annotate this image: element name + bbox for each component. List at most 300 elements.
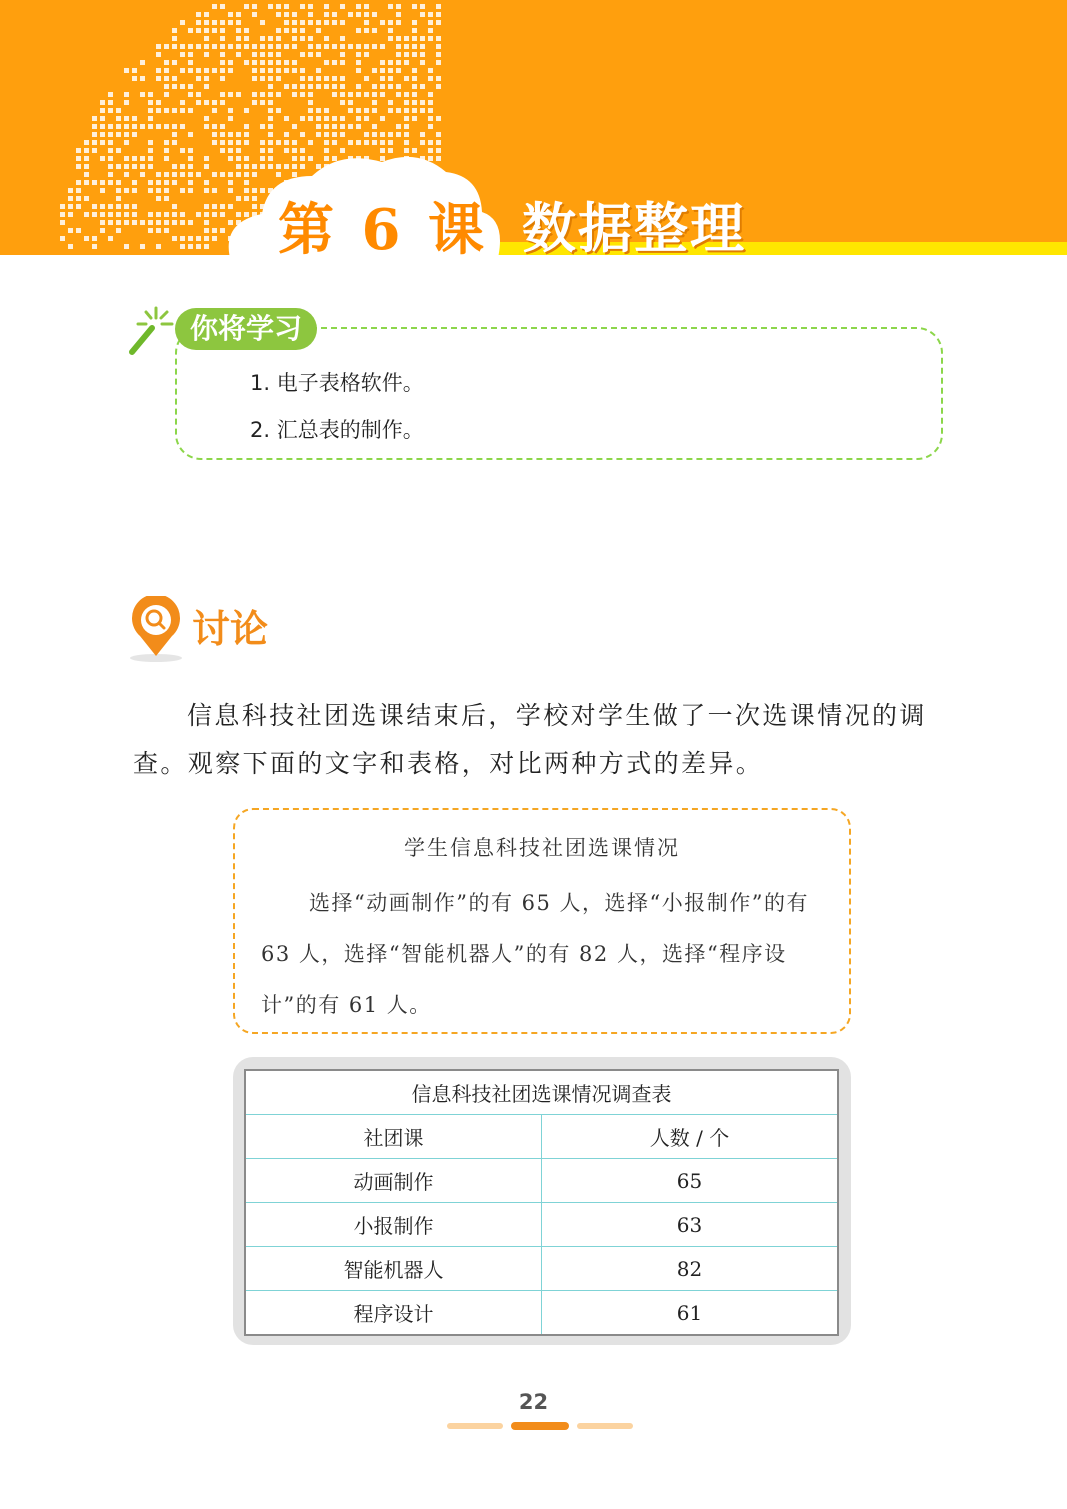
globe-dot — [276, 52, 281, 57]
globe-dot — [244, 132, 249, 137]
globe-dot — [404, 132, 409, 137]
globe-dot — [428, 12, 433, 17]
globe-dot — [300, 148, 305, 153]
globe-dot — [180, 164, 185, 169]
globe-dot — [164, 44, 169, 49]
globe-dot — [372, 100, 377, 105]
globe-dot — [188, 108, 193, 113]
globe-dot — [380, 156, 385, 161]
globe-dot — [156, 124, 161, 129]
globe-dot — [188, 28, 193, 33]
globe-dot — [404, 116, 409, 121]
globe-dot — [140, 124, 145, 129]
globe-dot — [244, 212, 249, 217]
globe-dot — [204, 124, 209, 129]
globe-dot — [116, 124, 121, 129]
globe-dot — [348, 44, 353, 49]
globe-dot — [316, 20, 321, 25]
globe-dot — [116, 148, 121, 153]
globe-dot — [404, 100, 409, 105]
globe-dot — [356, 52, 361, 57]
globe-dot — [292, 60, 297, 65]
globe-dot — [164, 188, 169, 193]
globe-dot — [228, 204, 233, 209]
globe-dot — [212, 124, 217, 129]
globe-dot — [164, 220, 169, 225]
globe-dot — [284, 132, 289, 137]
globe-dot — [388, 108, 393, 113]
globe-dot — [76, 164, 81, 169]
globe-dot — [364, 92, 369, 97]
globe-dot — [252, 92, 257, 97]
globe-dot — [420, 84, 425, 89]
globe-dot — [420, 12, 425, 17]
globe-dot — [100, 108, 105, 113]
globe-dot — [388, 100, 393, 105]
globe-dot — [188, 220, 193, 225]
globe-dot — [348, 100, 353, 105]
globe-dot — [356, 44, 361, 49]
globe-dot — [84, 196, 89, 201]
globe-dot — [284, 148, 289, 153]
globe-dot — [276, 28, 281, 33]
globe-dot — [292, 20, 297, 25]
globe-dot — [236, 212, 241, 217]
globe-dot — [372, 28, 377, 33]
globe-dot — [172, 204, 177, 209]
globe-dot — [436, 52, 441, 57]
globe-dot — [204, 84, 209, 89]
globe-dot — [108, 132, 113, 137]
globe-dot — [292, 36, 297, 41]
globe-dot — [300, 36, 305, 41]
globe-dot — [220, 20, 225, 25]
globe-dot — [164, 68, 169, 73]
globe-dot — [324, 60, 329, 65]
globe-dot — [204, 180, 209, 185]
globe-dot — [332, 156, 337, 161]
globe-dot — [388, 36, 393, 41]
globe-dot — [204, 156, 209, 161]
globe-dot — [108, 124, 113, 129]
learn-item: 1. 电子表格软件。 — [250, 371, 424, 395]
globe-dot — [268, 140, 273, 145]
globe-dot — [228, 220, 233, 225]
globe-dot — [356, 108, 361, 113]
footer-decoration — [447, 1422, 637, 1432]
globe-dot — [140, 92, 145, 97]
globe-dot — [204, 76, 209, 81]
globe-dot — [396, 124, 401, 129]
text-box-title: 学生信息科技社团选课情况 — [404, 836, 680, 860]
globe-dot — [316, 108, 321, 113]
globe-dot — [180, 84, 185, 89]
text-box-body: 选择“动画制作”的有 65 人，选择“小报制作”的有 63 人，选择“智能机器人”的有 82 人，选择“程序设计”的有 61 人。 — [261, 891, 810, 1017]
globe-dot — [316, 76, 321, 81]
globe-dot — [196, 28, 201, 33]
table-header-row — [245, 1115, 838, 1159]
globe-dot — [244, 108, 249, 113]
globe-dot — [228, 188, 233, 193]
globe-dot — [412, 4, 417, 9]
globe-dot — [236, 52, 241, 57]
globe-dot — [188, 172, 193, 177]
globe-dot — [412, 100, 417, 105]
globe-dot — [324, 148, 329, 153]
globe-dot — [196, 244, 201, 249]
globe-dot — [204, 212, 209, 217]
globe-dot — [172, 220, 177, 225]
globe-dot — [364, 132, 369, 137]
globe-dot — [412, 44, 417, 49]
globe-dot — [260, 68, 265, 73]
globe-dot — [172, 60, 177, 65]
globe-dot — [308, 4, 313, 9]
globe-dot — [140, 76, 145, 81]
globe-dot — [252, 68, 257, 73]
globe-dot — [172, 212, 177, 217]
globe-dot — [228, 156, 233, 161]
globe-dot — [140, 172, 145, 177]
globe-dot — [132, 220, 137, 225]
globe-dot — [220, 68, 225, 73]
globe-dot — [116, 180, 121, 185]
table-cell: 63 — [542, 1203, 839, 1247]
globe-dot — [260, 60, 265, 65]
globe-dot — [236, 140, 241, 145]
globe-dot — [420, 100, 425, 105]
globe-dot — [164, 196, 169, 201]
globe-dot — [196, 68, 201, 73]
table-row — [245, 1159, 838, 1203]
globe-dot — [172, 236, 177, 241]
globe-dot — [132, 124, 137, 129]
globe-dot — [84, 164, 89, 169]
globe-dot — [340, 4, 345, 9]
globe-dot — [412, 20, 417, 25]
globe-dot — [76, 196, 81, 201]
globe-dot — [428, 140, 433, 145]
globe-dot — [324, 124, 329, 129]
globe-dot — [300, 68, 305, 73]
globe-dot — [132, 156, 137, 161]
globe-dot — [76, 180, 81, 185]
globe-dot — [172, 28, 177, 33]
globe-dot — [204, 20, 209, 25]
globe-dot — [228, 68, 233, 73]
globe-dot — [436, 36, 441, 41]
globe-dot — [100, 228, 105, 233]
globe-dot — [316, 44, 321, 49]
globe-dot — [268, 36, 273, 41]
globe-dot — [420, 44, 425, 49]
globe-dot — [292, 84, 297, 89]
survey-table — [244, 1069, 839, 1336]
globe-dot — [148, 100, 153, 105]
globe-dot — [76, 156, 81, 161]
globe-dot — [100, 156, 105, 161]
globe-dot — [204, 68, 209, 73]
globe-dot — [372, 140, 377, 145]
globe-dot — [244, 172, 249, 177]
globe-dot — [60, 212, 65, 217]
globe-dot — [172, 36, 177, 41]
globe-dot — [380, 60, 385, 65]
globe-dot — [140, 220, 145, 225]
globe-dot — [180, 244, 185, 249]
globe-dot — [404, 60, 409, 65]
globe-dot — [124, 212, 129, 217]
globe-dot — [276, 4, 281, 9]
globe-dot — [116, 132, 121, 137]
globe-dot — [252, 52, 257, 57]
globe-dot — [260, 52, 265, 57]
globe-dot — [204, 244, 209, 249]
globe-dot — [156, 76, 161, 81]
globe-dot — [84, 212, 89, 217]
globe-dot — [108, 156, 113, 161]
globe-dot — [156, 172, 161, 177]
globe-dot — [156, 180, 161, 185]
globe-dot — [116, 212, 121, 217]
globe-dot — [180, 236, 185, 241]
globe-dot — [172, 124, 177, 129]
globe-dot — [148, 212, 153, 217]
globe-dot — [308, 116, 313, 121]
globe-dot — [284, 60, 289, 65]
globe-dot — [316, 68, 321, 73]
globe-dot — [148, 124, 153, 129]
globe-dot — [284, 164, 289, 169]
globe-dot — [92, 212, 97, 217]
globe-dot — [252, 204, 257, 209]
globe-dot — [324, 140, 329, 145]
globe-dot — [236, 36, 241, 41]
globe-dot — [420, 60, 425, 65]
globe-dot — [204, 12, 209, 17]
globe-dot — [268, 60, 273, 65]
globe-dot — [68, 188, 73, 193]
globe-dot — [340, 44, 345, 49]
globe-dot — [220, 100, 225, 105]
globe-dot — [164, 92, 169, 97]
globe-dot — [212, 228, 217, 233]
globe-dot — [412, 108, 417, 113]
globe-dot — [188, 148, 193, 153]
globe-dot — [348, 140, 353, 145]
globe-dot — [68, 228, 73, 233]
globe-dot — [372, 124, 377, 129]
globe-dot — [412, 84, 417, 89]
globe-dot — [156, 52, 161, 57]
globe-dot — [116, 196, 121, 201]
globe-dot — [308, 84, 313, 89]
globe-dot — [156, 244, 161, 249]
globe-dot — [92, 180, 97, 185]
globe-dot — [164, 172, 169, 177]
globe-dot — [204, 228, 209, 233]
globe-dot — [268, 92, 273, 97]
table-row — [245, 1291, 838, 1336]
globe-dot — [68, 204, 73, 209]
magnifier-pin-icon — [126, 596, 188, 664]
globe-dot — [252, 4, 257, 9]
globe-dot — [412, 28, 417, 33]
globe-dot — [196, 12, 201, 17]
globe-dot — [364, 116, 369, 121]
globe-dot — [172, 84, 177, 89]
globe-dot — [268, 68, 273, 73]
globe-dot — [116, 188, 121, 193]
globe-dot — [108, 204, 113, 209]
globe-dot — [76, 228, 81, 233]
globe-dot — [124, 140, 129, 145]
globe-dot — [388, 60, 393, 65]
globe-dot — [132, 68, 137, 73]
globe-dot — [388, 28, 393, 33]
globe-dot — [92, 140, 97, 145]
globe-dot — [180, 188, 185, 193]
globe-dot — [100, 140, 105, 145]
globe-dot — [428, 20, 433, 25]
globe-dot — [276, 164, 281, 169]
globe-dot — [404, 108, 409, 113]
globe-dot — [100, 220, 105, 225]
globe-dot — [100, 124, 105, 129]
globe-dot — [276, 172, 281, 177]
globe-dot — [380, 92, 385, 97]
globe-dot — [220, 4, 225, 9]
globe-dot — [244, 156, 249, 161]
table-row — [245, 1247, 838, 1291]
globe-dot — [324, 132, 329, 137]
globe-dot — [244, 60, 249, 65]
globe-dot — [428, 36, 433, 41]
globe-dot — [244, 124, 249, 129]
globe-dot — [276, 44, 281, 49]
globe-dot — [84, 172, 89, 177]
globe-dot — [228, 180, 233, 185]
globe-dot — [356, 84, 361, 89]
globe-dot — [276, 12, 281, 17]
globe-dot — [340, 148, 345, 153]
globe-dot — [308, 52, 313, 57]
text-description-box — [233, 808, 851, 1034]
learn-list — [250, 368, 424, 462]
globe-dot — [388, 68, 393, 73]
globe-dot — [436, 76, 441, 81]
globe-dot — [324, 156, 329, 161]
globe-dot — [204, 36, 209, 41]
globe-dot — [316, 164, 321, 169]
globe-dot — [372, 12, 377, 17]
globe-dot — [428, 68, 433, 73]
globe-dot — [68, 212, 73, 217]
globe-dot — [436, 60, 441, 65]
globe-dot — [332, 20, 337, 25]
globe-dot — [148, 228, 153, 233]
globe-dot — [388, 140, 393, 145]
globe-dot — [180, 44, 185, 49]
globe-dot — [204, 100, 209, 105]
globe-dot — [236, 12, 241, 17]
globe-dot — [428, 28, 433, 33]
globe-dot — [268, 132, 273, 137]
globe-dot — [316, 28, 321, 33]
globe-dot — [404, 92, 409, 97]
globe-dot — [284, 140, 289, 145]
globe-dot — [412, 92, 417, 97]
globe-dot — [412, 116, 417, 121]
globe-dot — [332, 92, 337, 97]
globe-dot — [204, 220, 209, 225]
globe-dot — [300, 28, 305, 33]
globe-dot — [284, 12, 289, 17]
globe-dot — [180, 20, 185, 25]
globe-dot — [68, 244, 73, 249]
globe-dot — [260, 164, 265, 169]
globe-dot — [300, 84, 305, 89]
globe-dot — [244, 164, 249, 169]
globe-dot — [204, 204, 209, 209]
globe-dot — [260, 36, 265, 41]
globe-dot — [396, 92, 401, 97]
table-cell: 61 — [542, 1291, 839, 1336]
globe-dot — [268, 164, 273, 169]
globe-dot — [148, 220, 153, 225]
table-header: 人数 / 个 — [542, 1115, 839, 1159]
globe-dot — [436, 44, 441, 49]
globe-dot — [436, 156, 441, 161]
globe-dot — [276, 60, 281, 65]
globe-dot — [180, 172, 185, 177]
globe-dot — [276, 68, 281, 73]
globe-dot — [212, 212, 217, 217]
globe-dot — [356, 68, 361, 73]
globe-dot — [340, 76, 345, 81]
globe-dot — [188, 60, 193, 65]
learn-item: 2. 汇总表的制作。 — [250, 418, 424, 442]
globe-dot — [316, 116, 321, 121]
table-cell: 程序设计 — [245, 1291, 542, 1336]
globe-dot — [100, 204, 105, 209]
globe-dot — [92, 148, 97, 153]
globe-dot — [156, 188, 161, 193]
globe-dot — [292, 124, 297, 129]
globe-dot — [212, 236, 217, 241]
globe-dot — [300, 92, 305, 97]
globe-dot — [252, 44, 257, 49]
learn-tag: 你将学习 — [175, 308, 317, 350]
globe-dot — [220, 28, 225, 33]
globe-dot — [220, 76, 225, 81]
globe-dot — [188, 68, 193, 73]
globe-dot — [228, 172, 233, 177]
globe-dot — [268, 44, 273, 49]
globe-dot — [396, 20, 401, 25]
globe-dot — [268, 100, 273, 105]
globe-dot — [260, 100, 265, 105]
globe-dot — [188, 244, 193, 249]
globe-dot — [236, 20, 241, 25]
discuss-paragraph: 信息科技社团选课结束后，学校对学生做了一次选课情况的调查。观察下面的文字和表格，对比两种方式的差异。 — [133, 701, 927, 778]
globe-dot — [100, 188, 105, 193]
globe-dot — [236, 28, 241, 33]
globe-dot — [108, 212, 113, 217]
globe-dot — [332, 84, 337, 89]
globe-dot — [428, 92, 433, 97]
globe-dot — [420, 132, 425, 137]
